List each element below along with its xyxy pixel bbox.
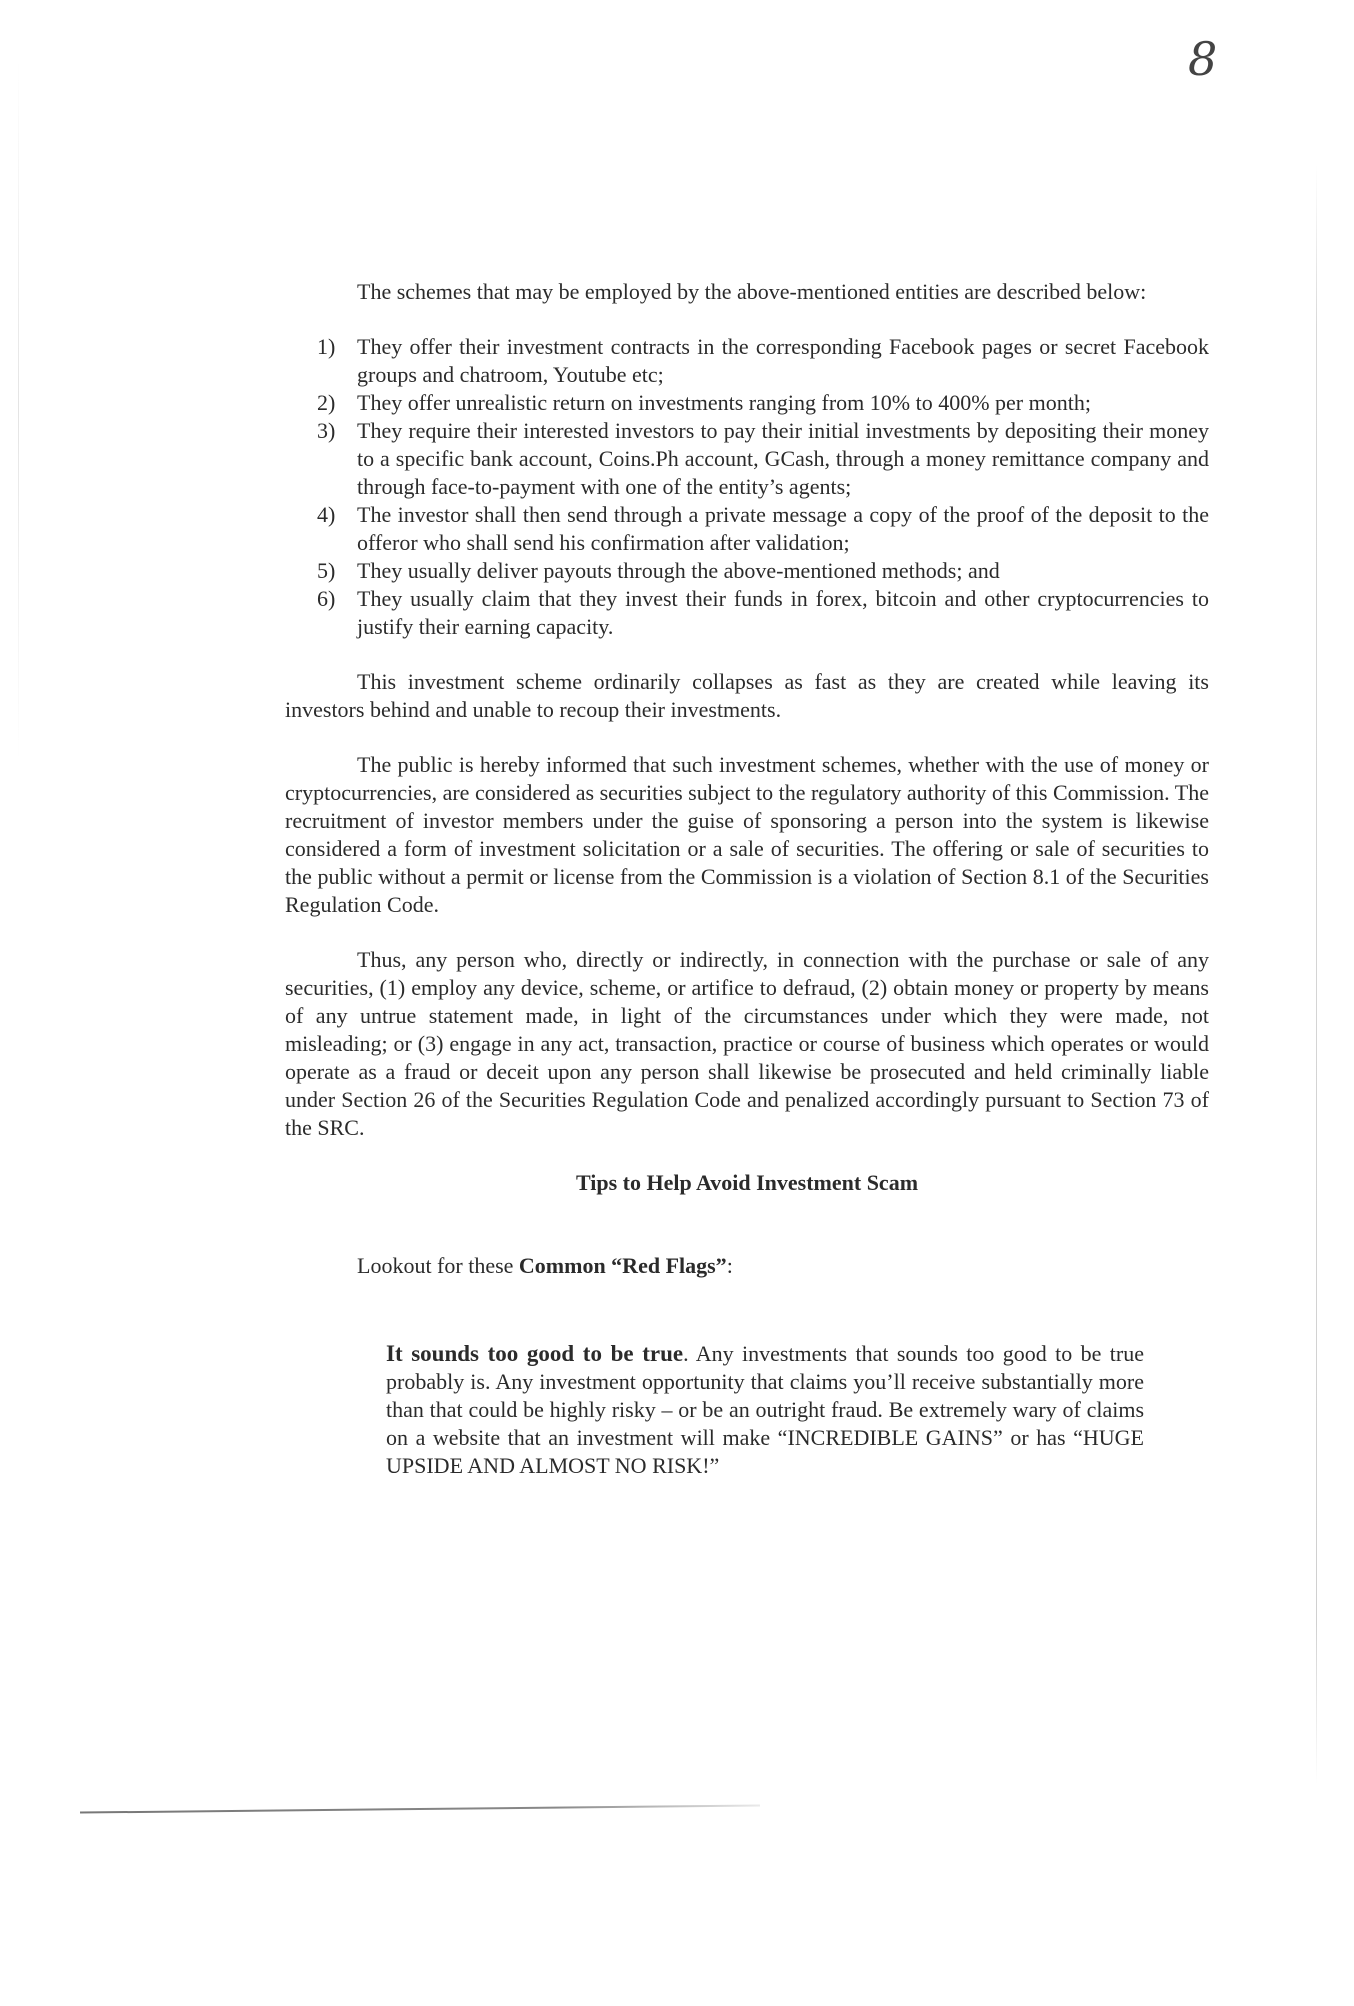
tips-heading: Tips to Help Avoid Investment Scam bbox=[575, 1170, 919, 1195]
public-notice-paragraph: The public is hereby informed that such investment schemes, whether with the use of money or cryptocurrencies, are considered as securities subject to the regulatory authority of this Commission. The recruitment of investor members under the guise of sponsoring a person into the system is likewise considered a form of investment solicitation or a sale of securities. The offering or sale of securities to the public without a permit or license from the Commission is a violation of Section 8.1 of the Securities Regulation Code. bbox=[285, 752, 1209, 917]
list-number: 6) bbox=[317, 586, 336, 611]
list-item bbox=[285, 557, 1209, 585]
list-text: They usually claim that they invest their funds in forex, bitcoin and other cryptocurrencies to justify their earning capacity. bbox=[357, 586, 1209, 639]
list-text: They usually deliver payouts through the above-mentioned methods; and bbox=[357, 558, 1000, 583]
list-number: 1) bbox=[317, 334, 336, 359]
list-text: They offer their investment contracts in the corresponding Facebook pages or secret Facebook groups and chatroom, Youtube etc; bbox=[357, 334, 1209, 387]
page-number: 8 bbox=[1188, 32, 1218, 86]
red-flag-heading: It sounds too good to be true bbox=[386, 1341, 684, 1366]
list-number: 4) bbox=[317, 502, 336, 527]
lookout-suffix: : bbox=[726, 1253, 733, 1278]
list-item bbox=[285, 501, 1209, 557]
scan-edge-left bbox=[18, 60, 19, 760]
red-flag-body: Any investments that sounds too good to be true probably is. Any investment opportunity that claims you’ll receive substantially more than that could be highly risky – or be an outright fraud. Be extremely wary of claims on a website that an investment will make “INCREDIBLE GAINS” or has “HUGE UPSIDE AND ALMOST NO RISK!” bbox=[386, 1341, 1144, 1478]
footer-rule bbox=[80, 1804, 760, 1813]
red-flag-paragraph bbox=[386, 1340, 1144, 1480]
liability-paragraph: Thus, any person who, directly or indirectly, in connection with the purchase or sale of any securities, (1) employ any device, scheme, or artifice to defraud, (2) obtain money or property by means of any untrue statement made, in light of the circumstances under which they were made, not misleading; or (3) engage in any act, transaction, practice or course of business which operates or would operate as a fraud or deceit upon any person shall likewise be prosecuted and held criminally liable under Section 26 of the Securities Regulation Code and penalized accordingly pursuant to Section 73 of the SRC. bbox=[285, 947, 1209, 1140]
schemes-list bbox=[285, 333, 1209, 641]
document-body bbox=[285, 278, 1209, 1480]
list-number: 2) bbox=[317, 390, 336, 415]
list-number: 3) bbox=[317, 418, 336, 443]
lookout-line bbox=[285, 1252, 1209, 1280]
list-item bbox=[285, 389, 1209, 417]
red-flags-label: Common “Red Flags” bbox=[518, 1253, 727, 1278]
list-item bbox=[285, 417, 1209, 501]
list-text: They offer unrealistic return on investments ranging from 10% to 400% per month; bbox=[357, 390, 1091, 415]
scan-edge-right bbox=[1316, 165, 1317, 1785]
list-number: 5) bbox=[317, 558, 336, 583]
list-item bbox=[285, 333, 1209, 389]
list-item bbox=[285, 585, 1209, 641]
intro-paragraph: The schemes that may be employed by the above-mentioned entities are described below: bbox=[357, 279, 1147, 304]
lookout-prefix: Lookout for these bbox=[357, 1253, 519, 1278]
collapse-paragraph: This investment scheme ordinarily collapses as fast as they are created while leaving its investors behind and unable to recoup their investments. bbox=[285, 669, 1209, 722]
list-text: The investor shall then send through a private message a copy of the proof of the deposit to the offeror who shall send his confirmation after validation; bbox=[357, 502, 1209, 555]
red-flag-heading-end: . bbox=[683, 1341, 689, 1366]
list-text: They require their interested investors to pay their initial investments by depositing their money to a specific bank account, Coins.Ph account, GCash, through a money remittance company and through face-to-payment with one of the entity’s agents; bbox=[357, 418, 1209, 499]
